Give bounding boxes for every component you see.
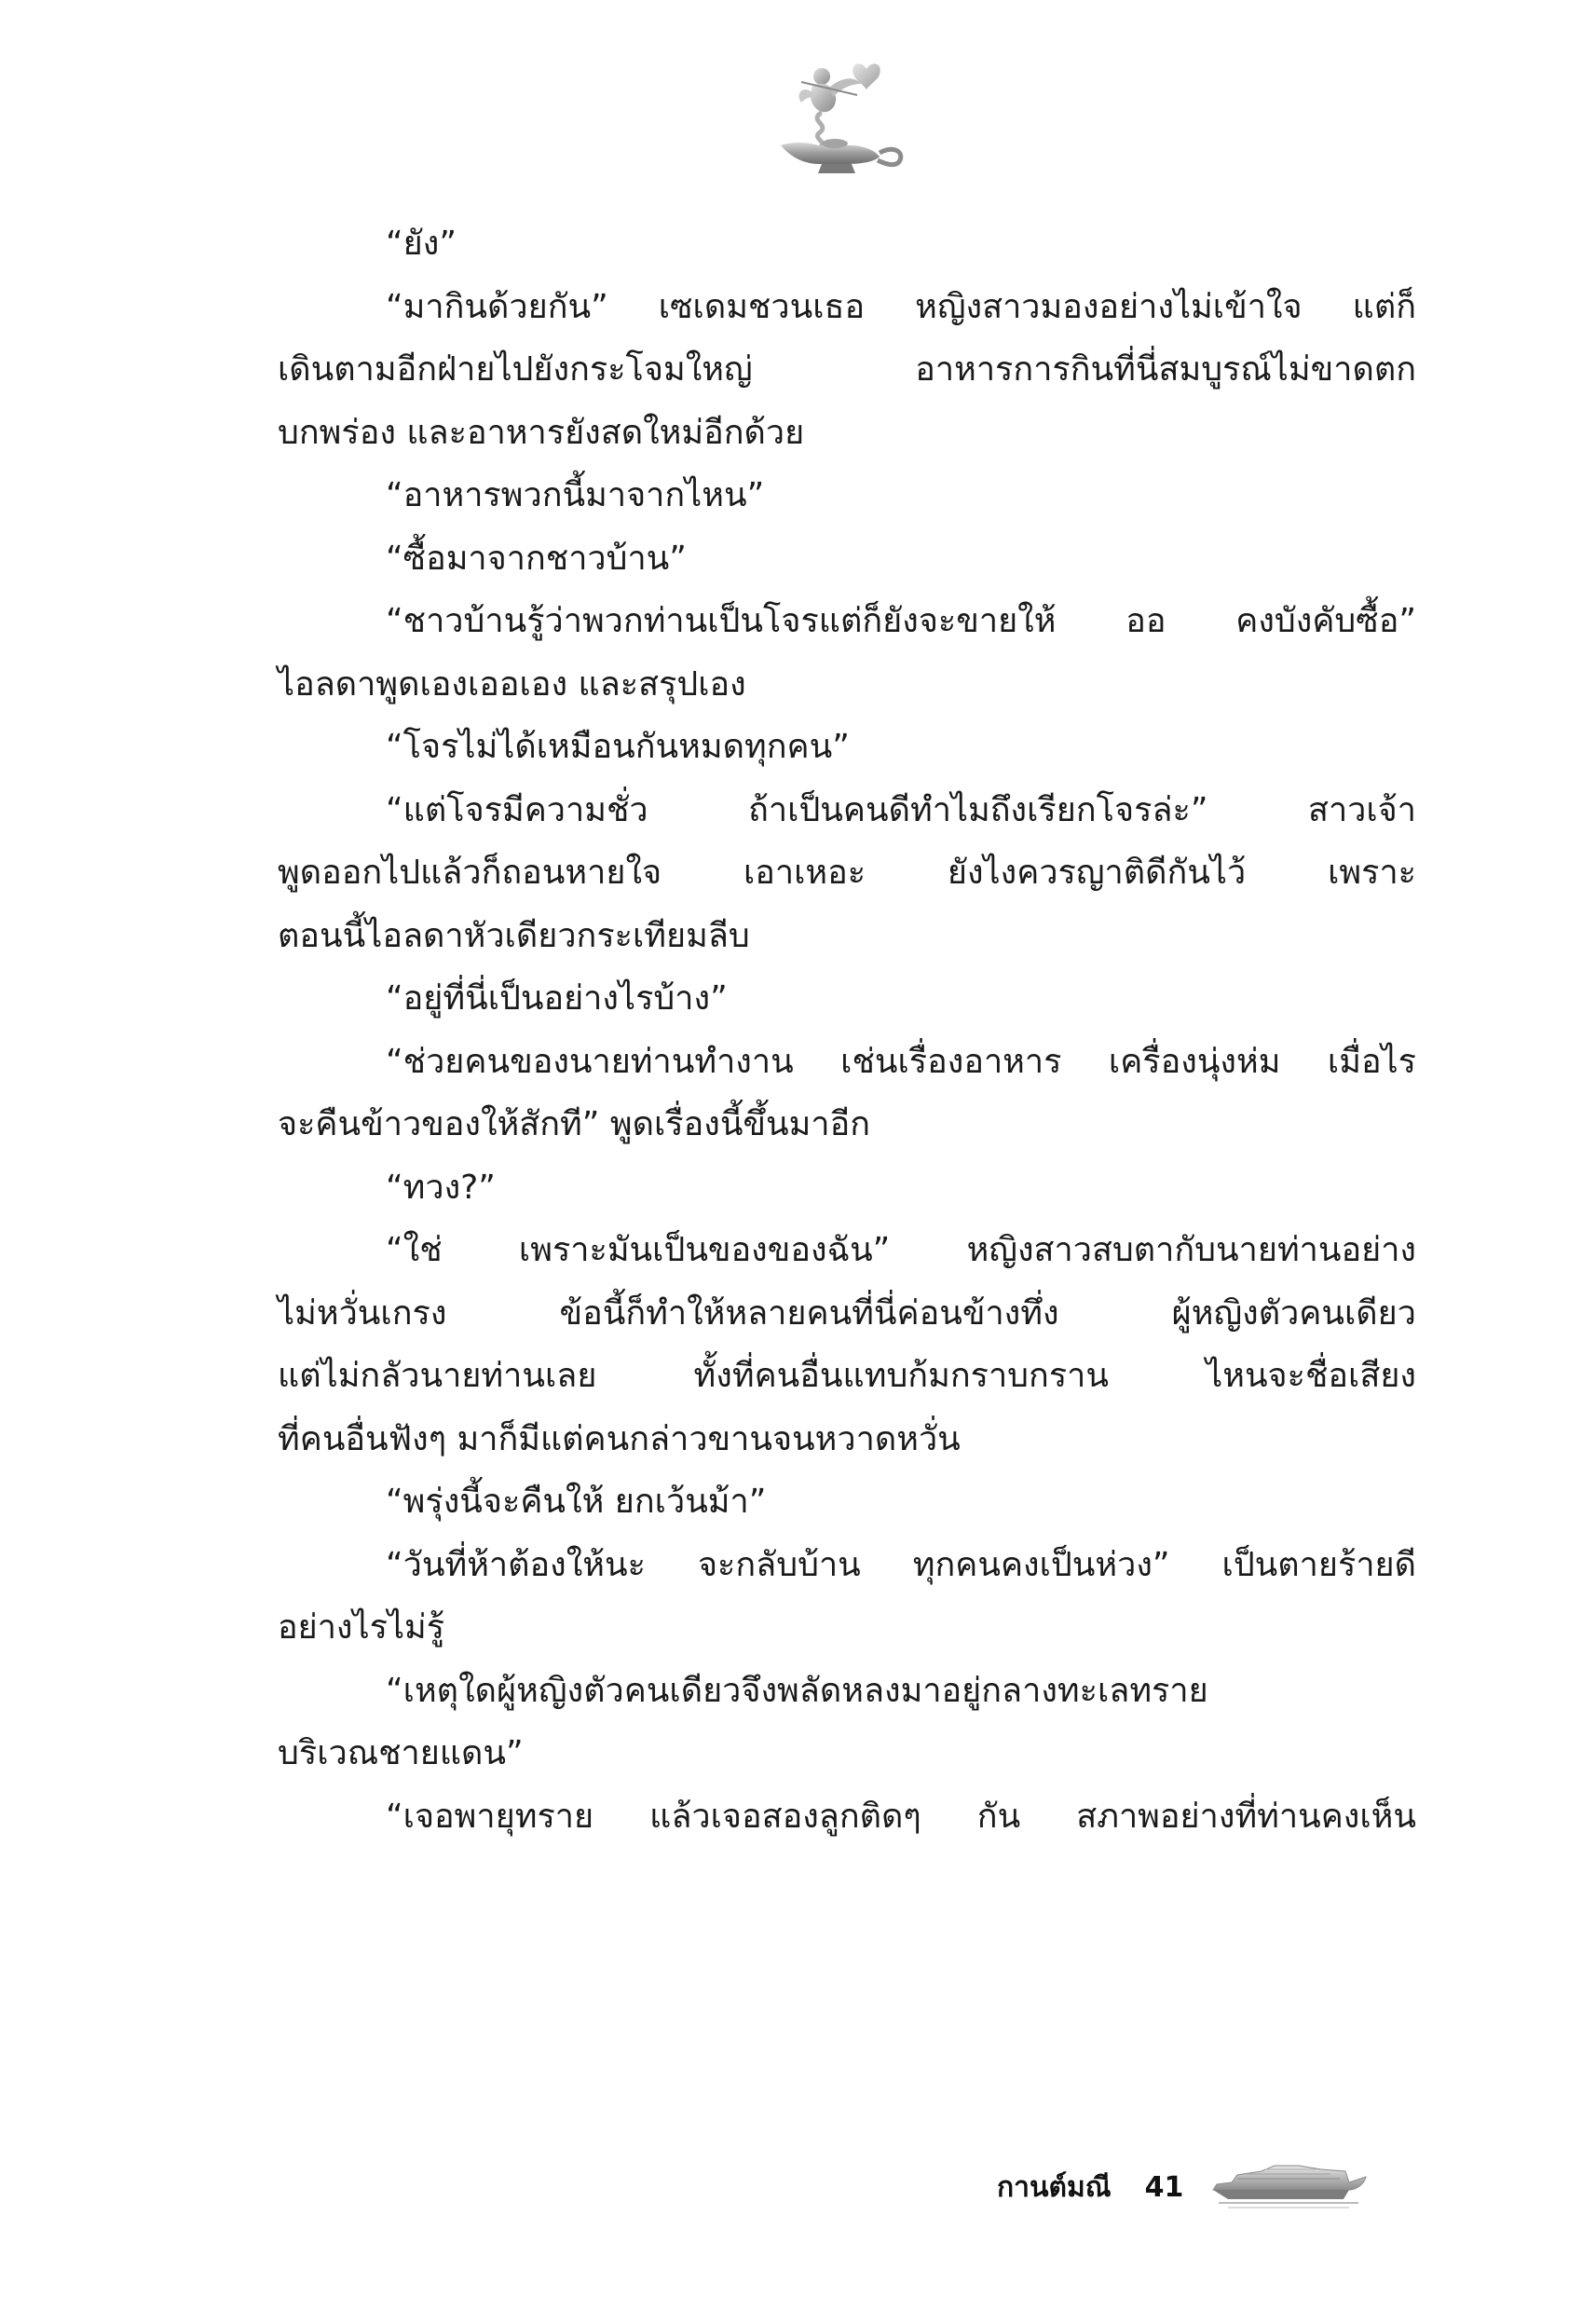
text-line: “แต่โจรมีความชั่ว ถ้าเป็นคนดีทำไมถึงเรียกโจรล่ะ” สาวเจ้า: [386, 790, 1416, 829]
text-line: “ยัง”: [386, 225, 457, 263]
text-line: “อาหารพวกนี้มาจากไหน”: [386, 476, 765, 514]
text-line: “ชาวบ้านรู้ว่าพวกท่านเป็นโจรแต่ก็ยังจะขายให้ ออ คงบังคับซื้อ”: [386, 602, 1416, 640]
magic-lamp-with-cupid-icon: [764, 56, 913, 177]
text-line: เดินตามอีกฝ่ายไปยังกระโจมใหญ่ อาหารการกินที่นี่สมบูรณ์ไม่ขาดตก: [278, 350, 1416, 389]
text-line: บริเวณชายแดน”: [278, 1734, 524, 1772]
text-line: “อยู่ที่นี่เป็นอย่างไรบ้าง”: [386, 979, 728, 1018]
text-line: “เหตุใดผู้หญิงตัวคนเดียวจึงพลัดหลงมาอยู่กลางทะเลทราย: [386, 1671, 1208, 1710]
text-line: จะคืนข้าวของให้สักที” พูดเรื่องนี้ขึ้นมาอีก: [278, 1105, 871, 1143]
text-line: พูดออกไปแล้วก็ถอนหายใจ เอาเหอะ ยังไงควรญาติดีกันไว้ เพราะ: [278, 854, 1416, 892]
text-line: แต่ไม่กลัวนายท่านเลย ทั้งที่คนอื่นแทบก้มกราบกราน ไหนจะชื่อเสียง: [278, 1357, 1416, 1395]
page-footer: [997, 2164, 1368, 2210]
text-line: อย่างไรไม่รู้: [278, 1608, 445, 1647]
body-text: [278, 212, 1416, 1848]
text-line: บกพร่อง และอาหารยังสดใหม่อีกด้วย: [278, 413, 805, 452]
text-line: “ทวง?”: [386, 1168, 496, 1207]
text-line: “ช่วยคนของนายท่านทำงาน เช่นเรื่องอาหาร เครื่องนุ่งห่ม เมื่อไร: [386, 1042, 1416, 1081]
text-line: ไม่หวั่นเกรง ข้อนี้ก็ทำให้หลายคนที่นี่ค่อนข้างทึ่ง ผู้หญิงตัวคนเดียว: [278, 1293, 1416, 1333]
text-line: “ใช่ เพราะมันเป็นของของฉัน” หญิงสาวสบตากับนายท่านอย่าง: [386, 1231, 1416, 1269]
text-line: “มากินด้วยกัน” เซเดมชวนเธอ หญิงสาวมองอย่างไม่เข้าใจ แต่ก็: [386, 287, 1416, 326]
text-line: ที่คนอื่นฟังๆ มาก็มีแต่คนกล่าวขานจนหวาดหวั่น: [278, 1419, 961, 1458]
cruise-ship-icon: [1209, 2162, 1368, 2212]
text-line: “เจอพายุทราย แล้วเจอสองลูกติดๆ กัน สภาพอย่างที่ท่านคงเห็น: [386, 1797, 1416, 1836]
text-line: ตอนนี้ไอลดาหัวเดียวกระเทียมลีบ: [278, 916, 750, 955]
text-line: “พรุ่งนี้จะคืนให้ ยกเว้นม้า”: [386, 1483, 767, 1521]
book-title: กานต์มณี: [997, 2170, 1112, 2204]
text-line: “ซื้อมาจากชาวบ้าน”: [386, 539, 687, 578]
text-line: “วันที่ห้าต้องให้นะ จะกลับบ้าน ทุกคนคงเป็นห่วง” เป็นตายร้ายดี: [386, 1545, 1416, 1584]
page-number: 41: [1144, 2170, 1184, 2204]
text-line: “โจรไม่ได้เหมือนกันหมดทุกคน”: [386, 728, 850, 766]
text-line: ไอลดาพูดเองเออเอง และสรุปเอง: [278, 664, 746, 704]
